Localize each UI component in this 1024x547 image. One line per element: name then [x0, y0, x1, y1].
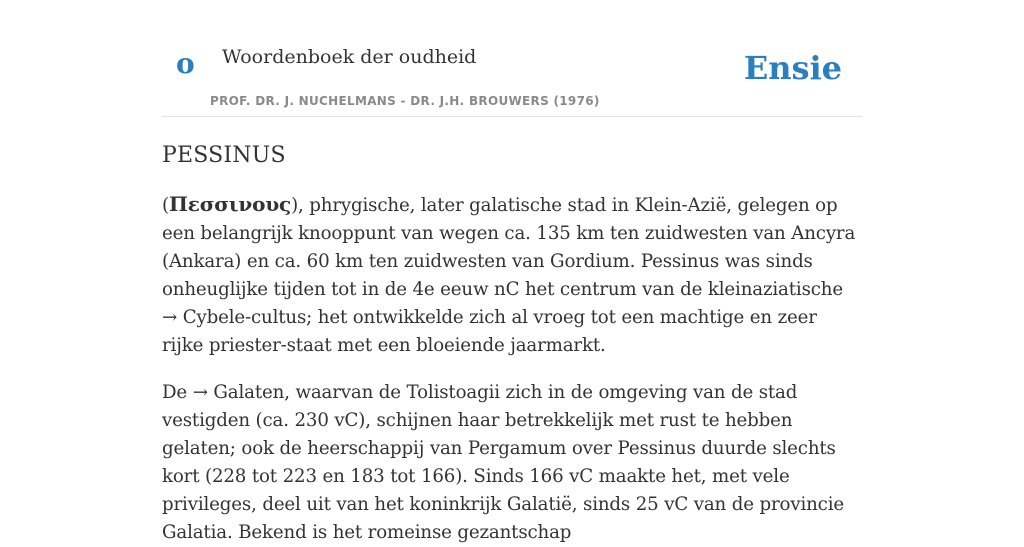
authors-line: PROF. DR. J. NUCHELMANS - DR. J.H. BROUWERS (1976) [210, 94, 600, 108]
greek-term: Πεσσινους [168, 192, 292, 216]
paragraph-text: , waarvan de Tolistoagii zich in de omgeving van de stad vestigden (ca. 230 vC), schijnen haar betrekkelijk met rust te hebben gelaten; ook de heerschappij van Pergamum over Pessinus duurde slechts kort (228 tot 223 en 183 tot 166). Sinds 166 vC maakte het, met vele privileges, deel uit van het koninkrijk Galatië, sinds 25 vC van de provincie Galatia. Bekend is het romeinse gezantschap [162, 382, 844, 543]
header [162, 0, 862, 117]
cybele-cultus-link[interactable]: → Cybele-cultus [162, 307, 307, 328]
entry-title: PESSINUS [162, 143, 286, 168]
ensie-brand-link[interactable]: Ensie [743, 49, 842, 87]
logo-icon[interactable]: o [176, 47, 195, 80]
entry-paragraph-1 [162, 190, 862, 360]
entry-paragraph-2 [162, 379, 862, 547]
page [162, 0, 862, 547]
paragraph-text: ; het ontwikkelde zich al vroeg tot een machtige en zeer rijke priester-staat met een bloeiende jaarmarkt. [162, 307, 817, 356]
paragraph-text: ), phrygische, later galatische stad in Klein-Azië, gelegen op een belangrijk knooppunt van wegen ca. 135 km ten zuidwesten van Ancyra (Ankara) en ca. 60 km ten zuidwesten van Gordium. Pessinus was sinds onheuglijke tijden tot in de 4e eeuw nC het centrum van de kleinaziatische [162, 195, 856, 300]
book-title-link[interactable]: Woordenboek der oudheid [222, 46, 477, 68]
paragraph-text: De [162, 382, 193, 403]
galaten-link[interactable]: → Galaten [192, 382, 285, 403]
paren-open: ( [162, 195, 169, 216]
